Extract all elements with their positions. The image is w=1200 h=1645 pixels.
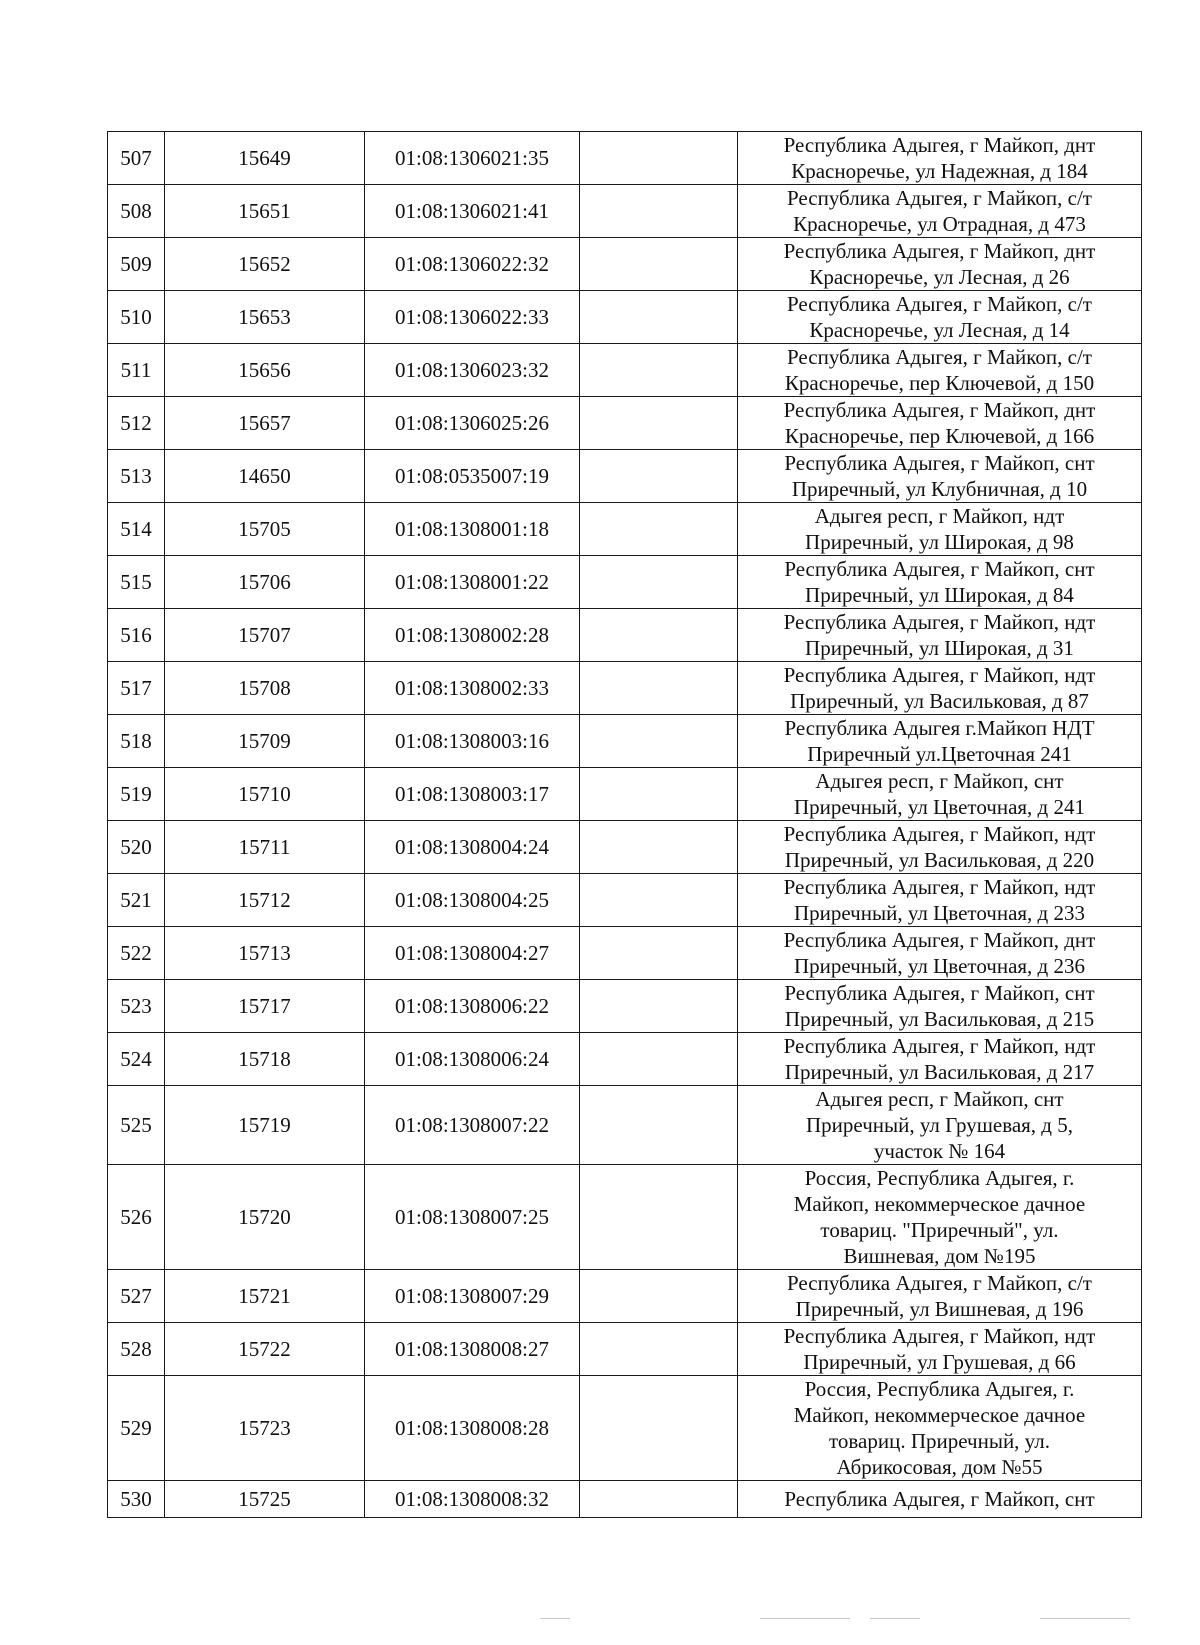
row-number-cell: 528 [108, 1323, 165, 1376]
cadastral-number-cell: 01:08:1308003:16 [365, 715, 580, 768]
table-row [108, 397, 1142, 450]
empty-cell [580, 1086, 738, 1165]
empty-cell [580, 238, 738, 291]
address-cell: Республика Адыгея, г Майкоп, с/т Красноречье, ул Отрадная, д 473 [738, 185, 1142, 238]
address-cell: Адыгея респ, г Майкоп, ндт Приречный, ул Широкая, д 98 [738, 503, 1142, 556]
object-id-cell: 15706 [165, 556, 365, 609]
cadastral-number-cell: 01:08:1306023:32 [365, 344, 580, 397]
empty-cell [580, 821, 738, 874]
row-number-cell: 515 [108, 556, 165, 609]
address-cell: Республика Адыгея, г Майкоп, ндт Приречный, ул Васильковая, д 87 [738, 662, 1142, 715]
address-cell: Республика Адыгея, г Майкоп, снт [738, 1481, 1142, 1518]
scan-artifact-line [870, 1618, 920, 1619]
address-cell: Республика Адыгея, г Майкоп, с/т Красноречье, пер Ключевой, д 150 [738, 344, 1142, 397]
row-number-cell: 529 [108, 1376, 165, 1481]
cadastral-number-cell: 01:08:1308004:27 [365, 927, 580, 980]
empty-cell [580, 768, 738, 821]
row-number-cell: 520 [108, 821, 165, 874]
address-cell: Республика Адыгея, г Майкоп, днт Красноречье, пер Ключевой, д 166 [738, 397, 1142, 450]
table-row [108, 821, 1142, 874]
table-row [108, 874, 1142, 927]
table-row [108, 1033, 1142, 1086]
table-row [108, 927, 1142, 980]
empty-cell [580, 1165, 738, 1270]
table-row [108, 238, 1142, 291]
object-id-cell: 15721 [165, 1270, 365, 1323]
cadastral-number-cell: 01:08:1308008:27 [365, 1323, 580, 1376]
table-row [108, 980, 1142, 1033]
cadastral-number-cell: 01:08:1308001:22 [365, 556, 580, 609]
scan-artifact-line [540, 1618, 570, 1619]
address-cell: Республика Адыгея, г Майкоп, ндт Приречный, ул Широкая, д 31 [738, 609, 1142, 662]
row-number-cell: 514 [108, 503, 165, 556]
cadastral-number-cell: 01:08:1308004:25 [365, 874, 580, 927]
table-row [108, 556, 1142, 609]
object-id-cell: 15707 [165, 609, 365, 662]
table-row [108, 185, 1142, 238]
empty-cell [580, 1033, 738, 1086]
table-row [108, 132, 1142, 185]
address-cell: Республика Адыгея, г Майкоп, ндт Приречный, ул Грушевая, д 66 [738, 1323, 1142, 1376]
table-row [108, 344, 1142, 397]
empty-cell [580, 1376, 738, 1481]
cadastral-number-cell: 01:08:1308006:24 [365, 1033, 580, 1086]
object-id-cell: 15725 [165, 1481, 365, 1518]
object-id-cell: 15705 [165, 503, 365, 556]
object-id-cell: 15709 [165, 715, 365, 768]
cadastral-number-cell: 01:08:0535007:19 [365, 450, 580, 503]
object-id-cell: 15656 [165, 344, 365, 397]
object-id-cell: 15718 [165, 1033, 365, 1086]
empty-cell [580, 715, 738, 768]
cadastral-number-cell: 01:08:1308003:17 [365, 768, 580, 821]
empty-cell [580, 132, 738, 185]
object-id-cell: 15652 [165, 238, 365, 291]
cadastral-number-cell: 01:08:1308007:22 [365, 1086, 580, 1165]
object-id-cell: 15710 [165, 768, 365, 821]
cadastral-number-cell: 01:08:1308002:33 [365, 662, 580, 715]
row-number-cell: 521 [108, 874, 165, 927]
cadastral-number-cell: 01:08:1308002:28 [365, 609, 580, 662]
table-row [108, 1481, 1142, 1518]
empty-cell [580, 1323, 738, 1376]
cadastral-number-cell: 01:08:1308007:25 [365, 1165, 580, 1270]
object-id-cell: 15712 [165, 874, 365, 927]
cadastral-number-cell: 01:08:1308001:18 [365, 503, 580, 556]
row-number-cell: 508 [108, 185, 165, 238]
empty-cell [580, 1270, 738, 1323]
address-cell: Республика Адыгея г.Майкоп НДТ Приречный ул.Цветочная 241 [738, 715, 1142, 768]
object-id-cell: 15722 [165, 1323, 365, 1376]
row-number-cell: 524 [108, 1033, 165, 1086]
table-row [108, 450, 1142, 503]
cadastral-number-cell: 01:08:1306025:26 [365, 397, 580, 450]
row-number-cell: 513 [108, 450, 165, 503]
table-row [108, 1270, 1142, 1323]
cadastral-number-cell: 01:08:1306021:41 [365, 185, 580, 238]
object-id-cell: 15717 [165, 980, 365, 1033]
address-cell: Россия, Республика Адыгея, г. Майкоп, некоммерческое дачное товариц. "Приречный", ул. Вишневая, дом №195 [738, 1165, 1142, 1270]
table-row [108, 291, 1142, 344]
address-cell: Республика Адыгея, г Майкоп, ндт Приречный, ул Васильковая, д 217 [738, 1033, 1142, 1086]
empty-cell [580, 556, 738, 609]
empty-cell [580, 503, 738, 556]
row-number-cell: 516 [108, 609, 165, 662]
table-row [108, 503, 1142, 556]
empty-cell [580, 980, 738, 1033]
address-cell: Россия, Республика Адыгея, г. Майкоп, некоммерческое дачное товариц. Приречный, ул. Абрикосовая, дом №55 [738, 1376, 1142, 1481]
cadastral-number-cell: 01:08:1308006:22 [365, 980, 580, 1033]
object-id-cell: 15708 [165, 662, 365, 715]
object-id-cell: 15657 [165, 397, 365, 450]
empty-cell [580, 874, 738, 927]
address-cell: Республика Адыгея, г Майкоп, снт Приречный, ул Васильковая, д 215 [738, 980, 1142, 1033]
table-row [108, 768, 1142, 821]
row-number-cell: 526 [108, 1165, 165, 1270]
land-plot-table [107, 131, 1142, 1518]
row-number-cell: 511 [108, 344, 165, 397]
object-id-cell: 15649 [165, 132, 365, 185]
row-number-cell: 509 [108, 238, 165, 291]
table-row [108, 1376, 1142, 1481]
row-number-cell: 517 [108, 662, 165, 715]
row-number-cell: 527 [108, 1270, 165, 1323]
table-row [108, 1323, 1142, 1376]
empty-cell [580, 927, 738, 980]
address-cell: Адыгея респ, г Майкоп, снт Приречный, ул Цветочная, д 241 [738, 768, 1142, 821]
row-number-cell: 522 [108, 927, 165, 980]
cadastral-number-cell: 01:08:1306021:35 [365, 132, 580, 185]
object-id-cell: 15711 [165, 821, 365, 874]
address-cell: Республика Адыгея, г Майкоп, днт Красноречье, ул Лесная, д 26 [738, 238, 1142, 291]
address-cell: Республика Адыгея, г Майкоп, ндт Приречный, ул Цветочная, д 233 [738, 874, 1142, 927]
table-row [108, 609, 1142, 662]
address-cell: Республика Адыгея, г Майкоп, днт Красноречье, ул Надежная, д 184 [738, 132, 1142, 185]
cadastral-number-cell: 01:08:1308008:28 [365, 1376, 580, 1481]
address-cell: Республика Адыгея, г Майкоп, с/т Красноречье, ул Лесная, д 14 [738, 291, 1142, 344]
address-cell: Республика Адыгея, г Майкоп, снт Приречный, ул Широкая, д 84 [738, 556, 1142, 609]
empty-cell [580, 1481, 738, 1518]
empty-cell [580, 609, 738, 662]
address-cell: Республика Адыгея, г Майкоп, снт Приречный, ул Клубничная, д 10 [738, 450, 1142, 503]
row-number-cell: 507 [108, 132, 165, 185]
address-cell: Республика Адыгея, г Майкоп, ндт Приречный, ул Васильковая, д 220 [738, 821, 1142, 874]
row-number-cell: 525 [108, 1086, 165, 1165]
table-row [108, 662, 1142, 715]
object-id-cell: 15723 [165, 1376, 365, 1481]
table-row [108, 715, 1142, 768]
object-id-cell: 15653 [165, 291, 365, 344]
empty-cell [580, 344, 738, 397]
object-id-cell: 15719 [165, 1086, 365, 1165]
row-number-cell: 519 [108, 768, 165, 821]
table-row [108, 1086, 1142, 1165]
row-number-cell: 518 [108, 715, 165, 768]
empty-cell [580, 662, 738, 715]
empty-cell [580, 397, 738, 450]
cadastral-number-cell: 01:08:1308007:29 [365, 1270, 580, 1323]
empty-cell [580, 291, 738, 344]
row-number-cell: 510 [108, 291, 165, 344]
scan-artifact-line [1040, 1618, 1130, 1619]
cadastral-number-cell: 01:08:1306022:33 [365, 291, 580, 344]
object-id-cell: 15713 [165, 927, 365, 980]
row-number-cell: 523 [108, 980, 165, 1033]
cadastral-number-cell: 01:08:1308008:32 [365, 1481, 580, 1518]
empty-cell [580, 185, 738, 238]
object-id-cell: 14650 [165, 450, 365, 503]
table-body [108, 132, 1142, 1518]
object-id-cell: 15720 [165, 1165, 365, 1270]
empty-cell [580, 450, 738, 503]
object-id-cell: 15651 [165, 185, 365, 238]
table-row [108, 1165, 1142, 1270]
address-cell: Республика Адыгея, г Майкоп, днт Приречный, ул Цветочная, д 236 [738, 927, 1142, 980]
row-number-cell: 512 [108, 397, 165, 450]
cadastral-number-cell: 01:08:1308004:24 [365, 821, 580, 874]
scan-artifact-line [760, 1618, 850, 1619]
cadastral-number-cell: 01:08:1306022:32 [365, 238, 580, 291]
address-cell: Республика Адыгея, г Майкоп, с/т Приречный, ул Вишневая, д 196 [738, 1270, 1142, 1323]
row-number-cell: 530 [108, 1481, 165, 1518]
address-cell: Адыгея респ, г Майкоп, снт Приречный, ул Грушевая, д 5, участок № 164 [738, 1086, 1142, 1165]
